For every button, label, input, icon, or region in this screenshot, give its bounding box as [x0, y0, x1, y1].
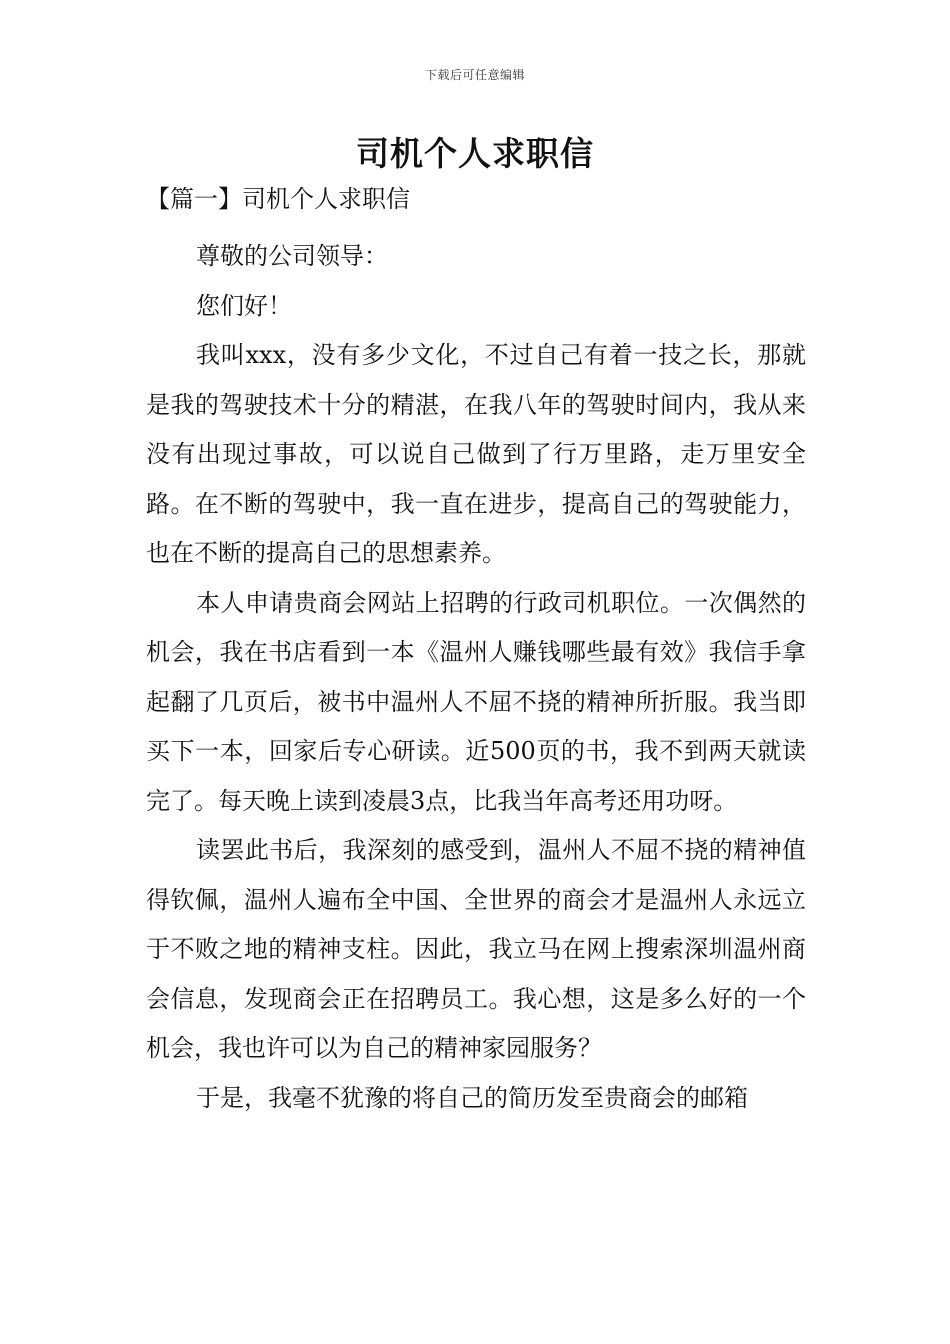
body-paragraph: 本人申请贵商会网站上招聘的行政司机职位。一次偶然的机会，我在书店看到一本《温州人赚钱哪些最有效》我信手拿起翻了几页后，被书中温州人不屈不挠的精神所折服。我当即买下一本，回家后专心研读。近500页的书，我不到两天就读完了。每天晚上读到凌晨3点，比我当年高考还用功呀。: [146, 588, 806, 815]
body-paragraph: 于是，我毫不犹豫的将自己的简历发至贵商会的邮箱: [196, 1083, 748, 1112]
document-title: 司机个人求职信: [356, 134, 594, 173]
letter-body: [146, 232, 806, 1123]
download-note: 下载后可任意编辑: [424, 68, 525, 82]
body-paragraph: 我叫xxx，没有多少文化，不过自己有着一技之长，那就是我的驾驶技术十分的精湛，在我八年的驾驶时间内，我从来没有出现过事故，可以说自己做到了行万里路，走万里安全路。在不断的驾驶中，我一直在进步，提高自己的驾驶能力，也在不断的提高自己的思想素养。: [146, 341, 806, 567]
greeting-paragraph: 您们好！: [196, 291, 292, 320]
body-paragraph: 读罢此书后，我深刻的感受到，温州人不屈不挠的精神值得钦佩，温州人遍布全中国、全世界的商会才是温州人永远立于不败之地的精神支柱。因此，我立马在网上搜索深圳温州商会信息，发现商会正在招聘员工。我心想，这是多么好的一个机会，我也许可以为自己的精神家园服务？: [146, 836, 806, 1062]
section-heading: 【篇一】司机个人求职信: [146, 185, 410, 213]
salutation-paragraph: 尊敬的公司领导：: [196, 242, 388, 270]
